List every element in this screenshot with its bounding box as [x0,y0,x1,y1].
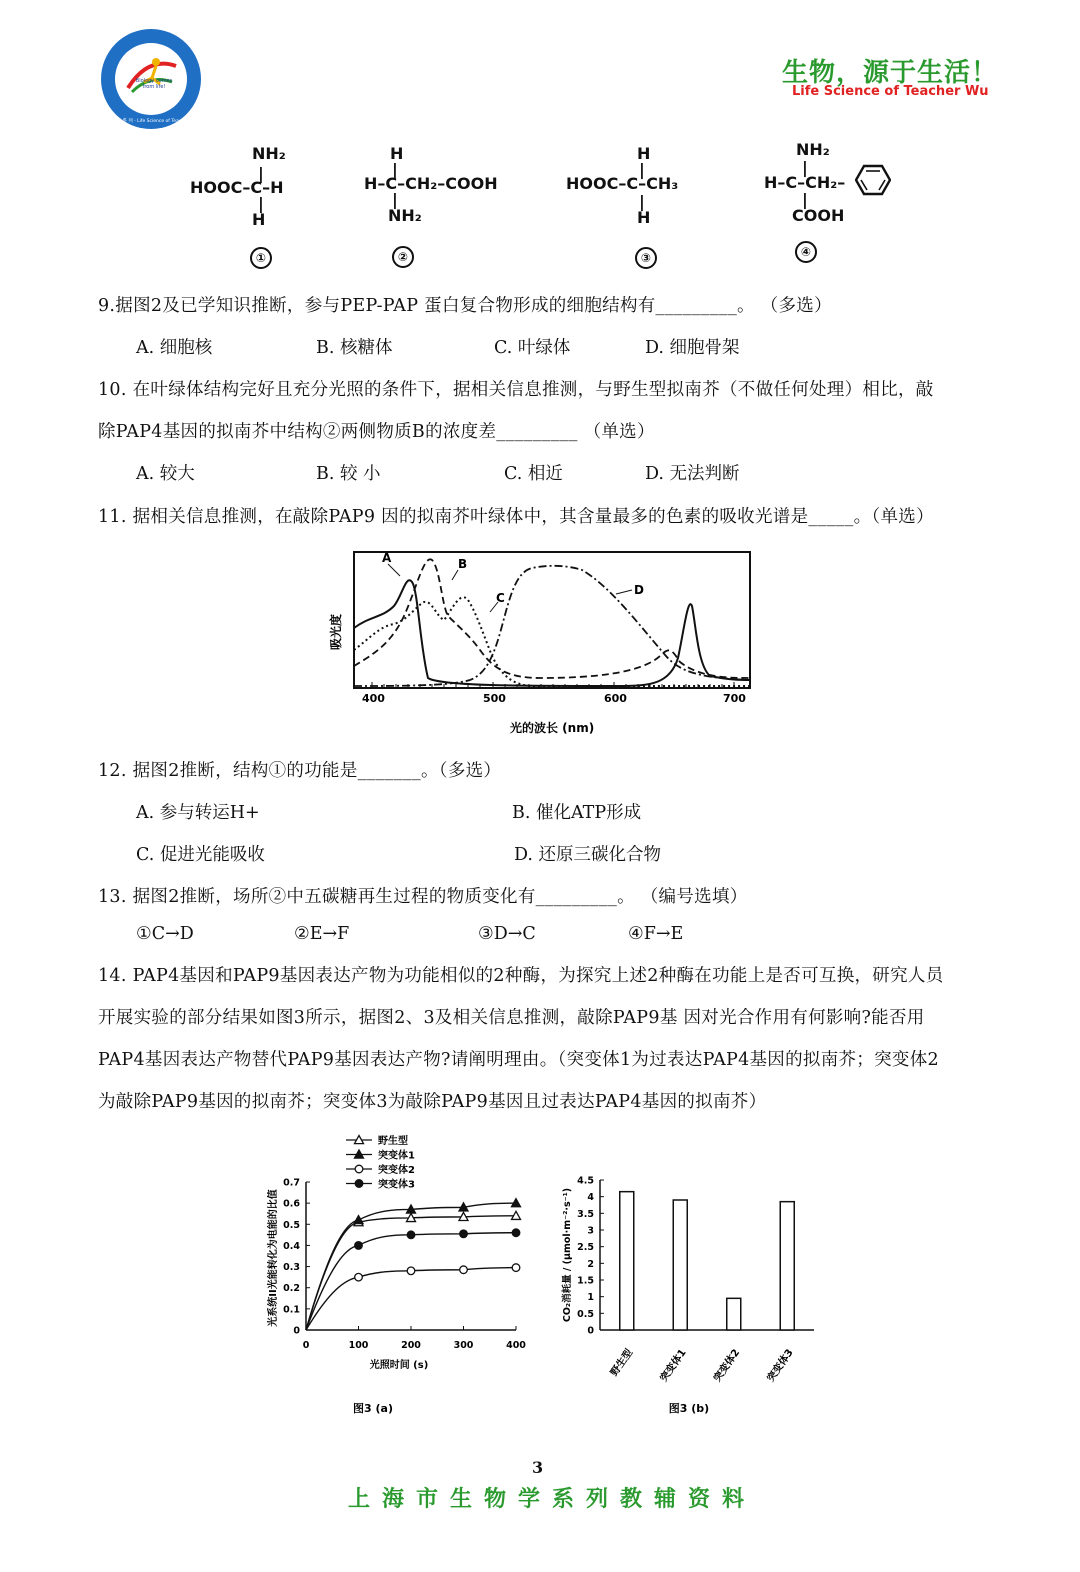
q10-option-a: A. 较大 [136,464,195,484]
y-tick-label: 0.2 [283,1283,300,1295]
structure-number: ② [392,246,414,268]
question-14-line-4: 为敲除PAP9基因的拟南芥；突变体3为敲除PAP9基因且过表达PAP4基因的拟南芥） [98,1092,767,1112]
y-tick-label: 3.5 [577,1208,594,1220]
question-13-stem: 13. 据图2推断，场所②中五碳糖再生过程的物质变化有_________。 （编号选填） [98,887,748,907]
question-14-line-1: 14. PAP4基因和PAP9基因表达产物为功能相似的2种酶，为探究上述2种酶在功能上是否可互换，研究人员 [98,966,944,986]
question-14-line-2: 开展实验的部分结果如图3所示，据图2、3及相关信息推测，敲除PAP9基 因对光合作用有何影响?能否用 [98,1008,925,1028]
absorption-spectrum-plot [320,546,760,742]
legend-label: 突变体1 [378,1150,415,1162]
q9-option-c: C. 叶绿体 [494,338,571,358]
bar [727,1298,741,1330]
x-tick-label: 300 [453,1340,474,1351]
data-point [460,1266,468,1274]
benzene-ring-icon [855,164,891,196]
q13-option-3: ③D→C [478,924,536,944]
structure-number: ③ [635,247,657,269]
structure-number: ④ [795,241,817,263]
question-11-stem: 11. 据相关信息推测，在敲除PAP9 因的拟南芥叶绿体中，其含量最多的色素的吸收光谱是_____。（单选） [98,507,934,527]
logo-inner-text: Biology comes from life! [135,78,173,90]
curve-a [354,580,750,686]
figure-caption: 图3 (a) [353,1402,393,1415]
y-tick-label: 2 [587,1258,594,1270]
x-tick-400: 400 [362,692,385,705]
y-tick-label: 1.5 [577,1275,594,1287]
legend-marker [355,1180,363,1188]
question-10-stem-2: 除PAP4基因的拟南芥中结构②两侧物质B的浓度差_________ （单选） [98,422,655,442]
y-tick-label: 0.5 [577,1308,594,1320]
q13-option-1: ①C→D [136,924,194,944]
bar-chart-3b [556,1164,826,1424]
footer-text: 上海市生物学系列教辅资料 [348,1487,757,1512]
q12-option-b: B. 催化ATP形成 [512,803,642,823]
header-logo [98,26,204,132]
q9-option-d: D. 细胞骨架 [645,338,740,358]
y-tick-label: 0 [293,1325,300,1337]
q13-option-4: ④F→E [628,924,684,944]
question-12-stem: 12. 据图2推断，结构①的功能是_______。（多选） [98,761,502,781]
spectrum-xlabel: 光的波长 (nm) [510,721,595,735]
y-tick-label: 4.5 [577,1175,594,1187]
data-point [460,1230,468,1238]
x-axis-label: 光照时间 (s) [369,1360,429,1371]
q12-option-d: D. 还原三碳化合物 [514,845,662,865]
bar [673,1200,687,1330]
logo-ring-text: 生 物 学 系 列 · Life Science of Teacher Wu [104,119,198,124]
data-point [407,1267,415,1275]
y-tick-label: 0.1 [283,1304,300,1316]
data-point [512,1264,520,1272]
curve-label-d: D [634,583,644,597]
curve-label-a: A [382,551,392,565]
line-chart-3a [258,1128,542,1424]
y-tick-label: 1 [587,1292,594,1304]
legend-marker [355,1165,363,1173]
y-tick-label: 0.4 [283,1240,300,1252]
header-subtitle: Life Science of Teacher Wu [792,84,989,99]
legend-label: 突变体3 [378,1179,415,1191]
q9-option-b: B. 核糖体 [316,338,393,358]
y-axis-label: CO₂消耗量 / (μmol·m⁻²·s⁻¹) [562,1187,573,1323]
curve-label-b: B [458,557,468,571]
structure-number: ① [250,247,272,269]
page-number: 3 [532,1458,544,1477]
x-category-label: 突变体2 [711,1347,743,1385]
y-tick-label: 0.3 [283,1262,300,1274]
q12-option-c: C. 促进光能吸收 [136,845,265,865]
x-tick-600: 600 [604,692,627,705]
x-tick-label: 0 [302,1340,310,1351]
x-tick-700: 700 [723,692,746,705]
series-line [306,1268,516,1330]
y-tick-label: 3 [587,1225,594,1237]
y-axis-label: 光系统II光能转化为电能的比值 [268,1189,279,1327]
figure-caption: 图3 (b) [668,1402,710,1415]
curve-c [354,559,750,678]
absorption-spectrum-figure [320,546,760,742]
data-point [355,1242,363,1250]
x-category-label: 突变体1 [658,1347,689,1385]
figure-3b [556,1164,826,1424]
question-10-stem-1: 10. 在叶绿体结构完好且充分光照的条件下，据相关信息推测，与野生型拟南芥（不做任何处理）相比，敲 [98,380,934,400]
y-tick-label: 2.5 [577,1242,594,1254]
figure-3a [258,1128,542,1424]
bar [780,1202,794,1330]
data-point [355,1273,363,1281]
question-9-stem: 9.据图2及已学知识推断，参与PEP-PAP 蛋白复合物形成的细胞结构有_________。 （多选） [98,296,832,316]
y-tick-label: 0.5 [283,1219,300,1231]
data-point [512,1229,520,1237]
q13-option-2: ②E→F [294,924,350,944]
y-tick-label: 4 [587,1192,594,1204]
data-point [407,1231,415,1239]
q9-option-a: A. 细胞核 [136,338,213,358]
x-tick-label: 400 [506,1340,526,1351]
header-title: 生物，源于生活！ [782,58,999,88]
y-tick-label: 0.6 [283,1198,300,1210]
x-category-label: 野生型 [608,1347,636,1379]
question-14-line-3: PAP4基因表达产物替代PAP9基因表达产物?请阐明理由。（突变体1为过表达PAP4基因的拟南芥；突变体2 [98,1050,939,1070]
spectrum-ylabel: 吸光度 [329,613,343,650]
legend-label: 突变体2 [378,1165,415,1176]
x-tick-500: 500 [483,692,506,705]
x-category-label: 突变体3 [765,1347,796,1385]
y-tick-label: 0.7 [283,1177,300,1189]
y-tick-label: 0 [587,1325,594,1337]
q10-option-d: D. 无法判断 [645,464,740,484]
bar [620,1192,634,1330]
legend-label: 野生型 [378,1136,408,1147]
x-tick-label: 100 [348,1340,369,1351]
q12-option-a: A. 参与转运H+ [136,803,260,823]
q10-option-c: C. 相近 [504,464,563,484]
x-tick-label: 200 [401,1340,421,1351]
curve-label-c: C [496,591,505,605]
q10-option-b: B. 较 小 [316,464,381,484]
data-point [354,1216,363,1224]
series-line [306,1233,516,1330]
